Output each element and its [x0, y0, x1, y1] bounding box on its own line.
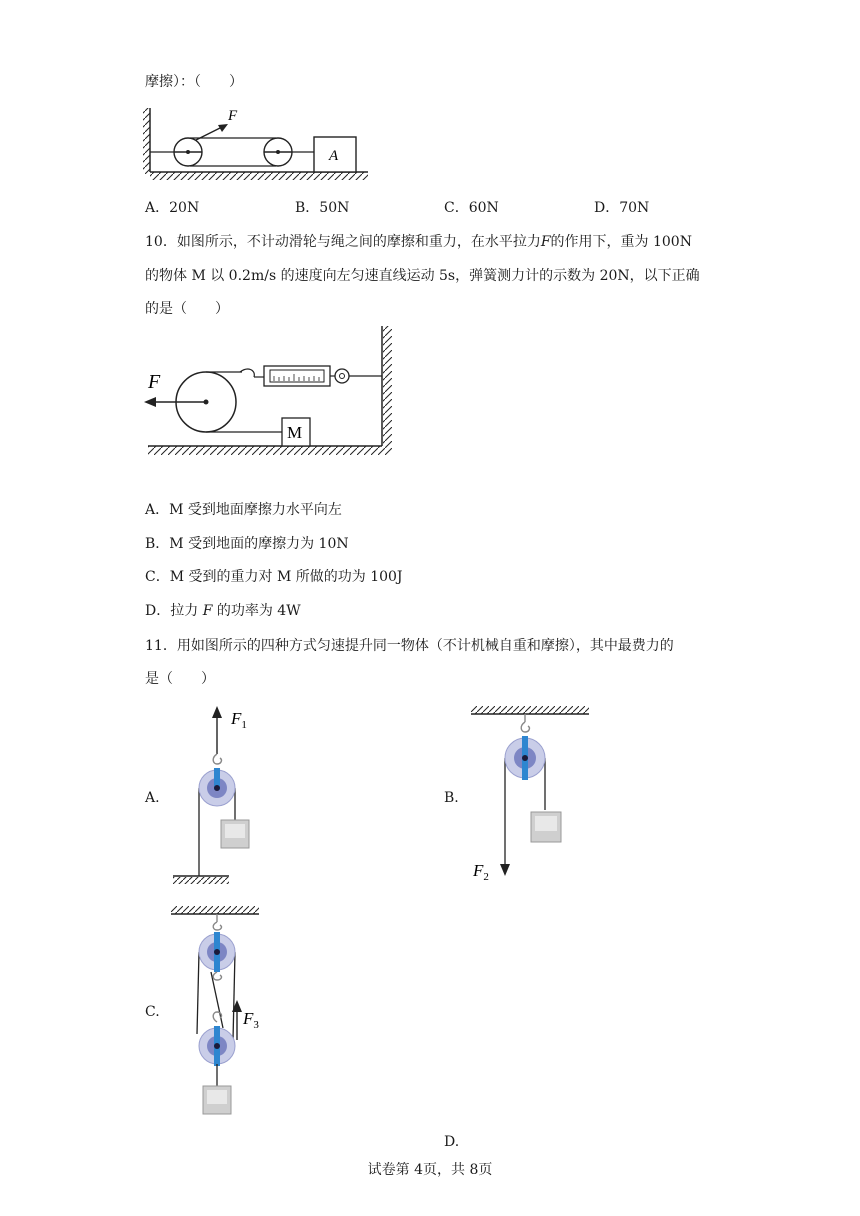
- q11-figure-b: [465, 700, 595, 890]
- q11-figure-c: [165, 900, 285, 1122]
- q9-block-label: A: [329, 148, 339, 164]
- page-footer: 试卷第 4页，共 8页: [367, 1162, 493, 1178]
- q11-a-force: $F_1$: [231, 709, 247, 731]
- q10-figure: [140, 322, 402, 462]
- q11-option-c-letter: C.: [145, 1004, 160, 1020]
- q9-stem-tail: 摩擦）：（ ）: [145, 74, 243, 90]
- q9-option-b: B．50N: [295, 200, 350, 216]
- q11-option-b-letter: B.: [444, 790, 459, 806]
- q11-b-force: $F_2$: [473, 861, 489, 883]
- q11-option-a-letter: A.: [145, 790, 160, 806]
- q10-option-a: A．M 受到地面摩擦力水平向左: [145, 502, 342, 518]
- q11-figure-a: [165, 700, 295, 890]
- q9-figure: [138, 104, 378, 182]
- q9-option-d: D．70N: [594, 200, 650, 216]
- q11-option-d-letter: D.: [444, 1134, 460, 1150]
- q10-block-label: M: [287, 423, 303, 442]
- q10-option-d: D．拉力 F 的功率为 4W: [145, 603, 301, 619]
- q9-option-a: A．20N: [145, 200, 200, 216]
- q10-option-c: C．M 受到的重力对 M 所做的功为 100J: [145, 569, 403, 585]
- q10-option-b: B．M 受到地面的摩擦力为 10N: [145, 536, 349, 552]
- q10-stem-line-1: 10．如图所示，不计动滑轮与绳之间的摩擦和重力，在水平拉力F的作用下，重为 100N: [145, 234, 692, 250]
- q10-stem-line-2: 的物体 M 以 0.2m/s 的速度向左匀速直线运动 5s，弹簧测力计的示数为 20N，以下正确: [145, 268, 700, 284]
- q10-stem-line-3: 的是（ ）: [145, 301, 229, 317]
- q9-option-c: C．60N: [444, 200, 499, 216]
- q11-stem-line-2: 是（ ）: [145, 671, 215, 687]
- q11-stem-line-1: 11．用如图所示的四种方式匀速提升同一物体（不计机械自重和摩擦），其中最费力的: [145, 638, 674, 654]
- q11-c-force: $F_3$: [243, 1009, 259, 1031]
- q10-force-label: F: [148, 371, 161, 393]
- q9-force-label: F: [228, 108, 238, 124]
